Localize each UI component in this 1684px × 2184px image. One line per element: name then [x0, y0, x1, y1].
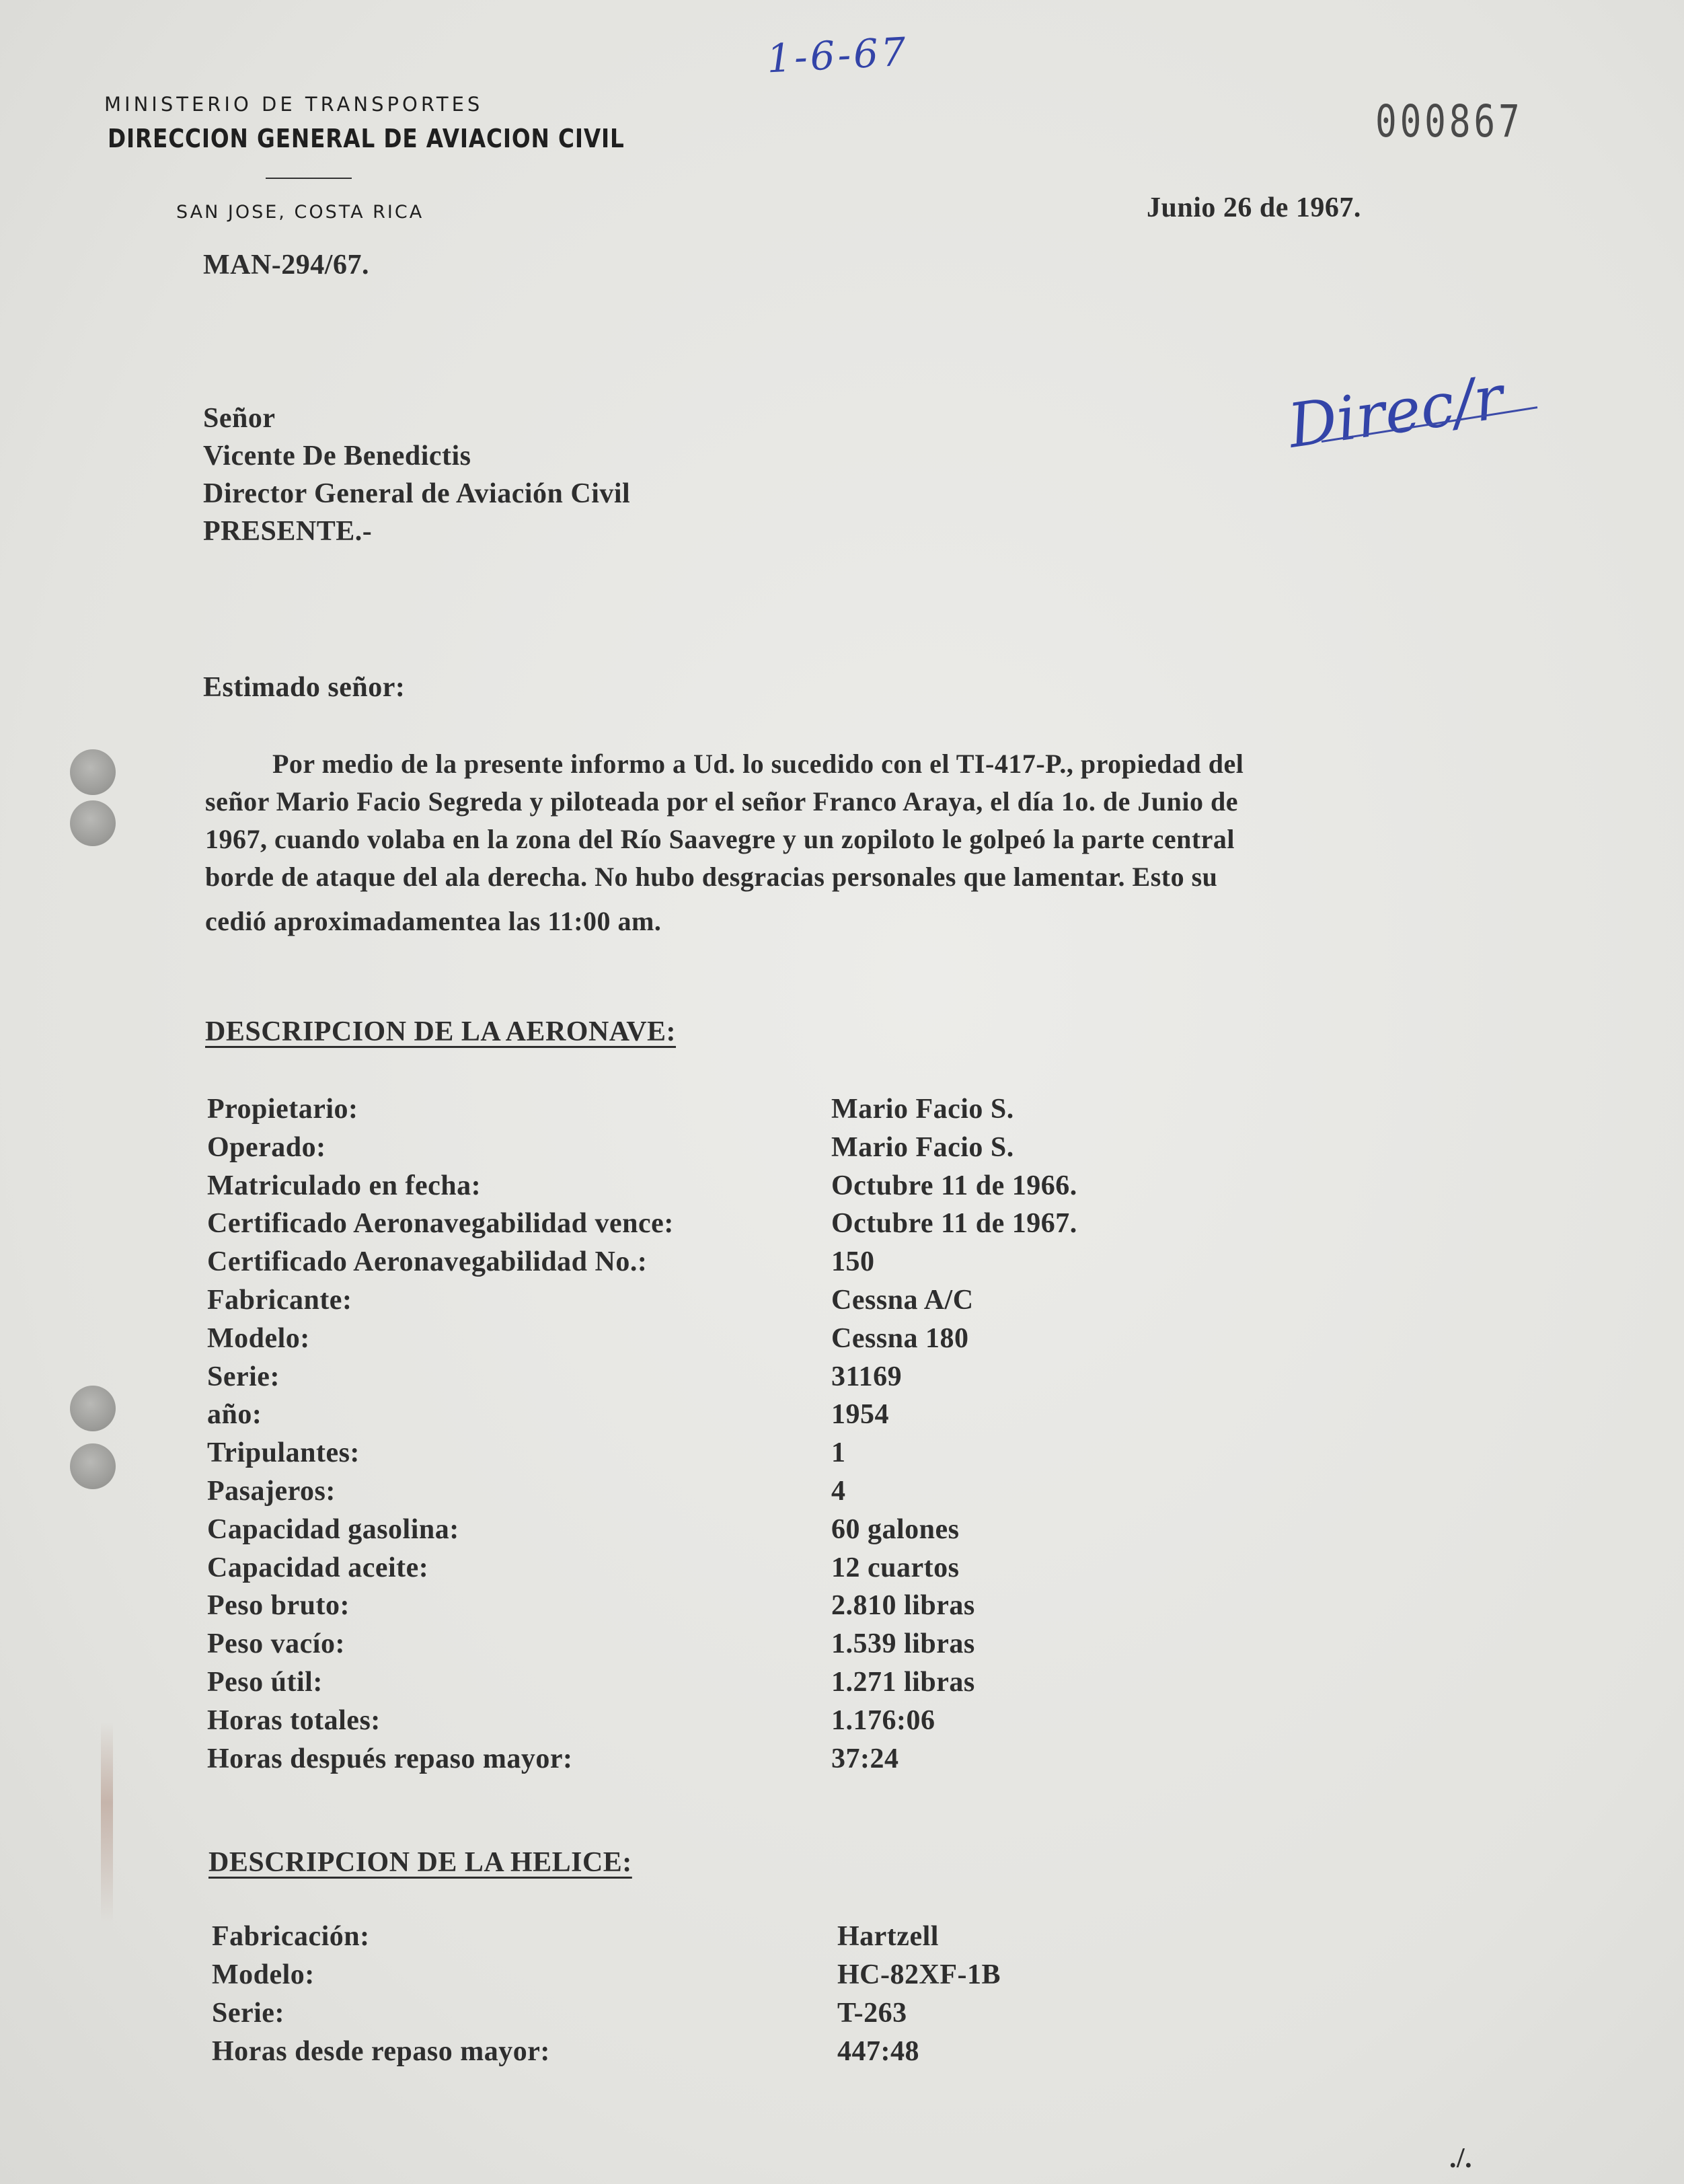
detail-label: Horas desde repaso mayor:	[212, 2036, 550, 2067]
detail-label: Certificado Aeronavegabilidad vence:	[207, 1208, 674, 1240]
continuation-mark: ./.	[1449, 2143, 1473, 2174]
detail-value: 2.810 libras	[831, 1590, 975, 1622]
body-line: 1967, cuando volaba en la zona del Río Saavegre y un zopiloto le golpeó la parte central	[205, 824, 1235, 854]
detail-label: Capacidad aceite:	[207, 1552, 429, 1583]
body-line: Por medio de la presente informo a Ud. lo sucedido con el TI-417-P., propiedad del	[272, 749, 1244, 779]
body-line: borde de ataque del ala derecha. No hubo desgracias personales que lamentar. Esto su	[205, 862, 1218, 892]
detail-value: Cessna 180	[831, 1322, 969, 1354]
letterhead-ministry: MINISTERIO DE TRANSPORTES	[104, 93, 484, 116]
detail-label: Capacidad gasolina:	[207, 1513, 459, 1545]
detail-label: Fabricante:	[207, 1285, 352, 1316]
detail-label: Fabricación:	[212, 1921, 370, 1952]
stamp-number: 000867	[1375, 96, 1523, 147]
recipient-title: Señor	[203, 403, 276, 434]
detail-label: Tripulantes:	[207, 1437, 360, 1469]
detail-value: T-263	[837, 1998, 907, 2029]
detail-value: HC-82XF-1B	[837, 1959, 1001, 1990]
detail-value: 31169	[831, 1361, 903, 1392]
handwritten-note: Direc/r	[1284, 362, 1508, 462]
detail-value: 1	[831, 1437, 846, 1469]
punch-hole	[70, 1386, 116, 1431]
recipient-position: Director General de Aviación Civil	[203, 478, 631, 509]
detail-label: Peso bruto:	[207, 1590, 350, 1622]
detail-label: Serie:	[212, 1998, 284, 2029]
detail-value: 150	[831, 1246, 875, 1278]
detail-label: Operado:	[207, 1131, 326, 1163]
punch-hole	[70, 749, 116, 795]
detail-value: 1954	[831, 1399, 889, 1431]
detail-label: Propietario:	[207, 1094, 358, 1125]
detail-label: Peso útil:	[207, 1667, 323, 1698]
detail-label: Modelo:	[207, 1322, 310, 1354]
detail-value: 447:48	[837, 2036, 919, 2067]
detail-label: Horas después repaso mayor:	[207, 1743, 573, 1774]
detail-value: Octubre 11 de 1967.	[831, 1208, 1077, 1240]
handwritten-date: 1-6-67	[765, 28, 910, 82]
detail-label: Certificado Aeronavegabilidad No.:	[207, 1246, 648, 1278]
recipient-name: Vicente De Benedictis	[203, 441, 471, 472]
letterhead-divider	[266, 178, 352, 179]
detail-value: 60 galones	[831, 1513, 960, 1545]
propeller-section-heading: DESCRIPCION DE LA HELICE:	[208, 1847, 632, 1878]
letter-date: Junio 26 de 1967.	[1147, 192, 1361, 223]
detail-label: Horas totales:	[207, 1704, 381, 1736]
reference-number: MAN-294/67.	[203, 250, 369, 280]
aircraft-section-heading: DESCRIPCION DE LA AERONAVE:	[205, 1016, 677, 1047]
detail-value: 1.271 libras	[831, 1667, 975, 1698]
detail-value: 12 cuartos	[831, 1552, 960, 1583]
detail-value: 1.539 libras	[831, 1628, 975, 1660]
detail-label: Matriculado en fecha:	[207, 1170, 482, 1201]
detail-value: 1.176:06	[831, 1704, 935, 1736]
detail-value: Mario Facio S.	[831, 1131, 1014, 1163]
detail-label: Serie:	[207, 1361, 280, 1392]
paper-tear-mark	[101, 1722, 113, 1924]
letterhead-city: SAN JOSE, COSTA RICA	[176, 202, 424, 223]
punch-hole	[70, 1443, 116, 1489]
detail-value: 4	[831, 1476, 846, 1507]
detail-label: año:	[207, 1399, 262, 1431]
letterhead-directorate: DIRECCION GENERAL DE AVIACION CIVIL	[108, 124, 625, 153]
recipient-presente: PRESENTE.-	[203, 516, 373, 547]
detail-value: Mario Facio S.	[831, 1094, 1014, 1125]
detail-label: Peso vacío:	[207, 1628, 345, 1660]
detail-value: Octubre 11 de 1966.	[831, 1170, 1077, 1201]
body-line: cedió aproximadamentea las 11:00 am.	[205, 906, 662, 936]
greeting: Estimado señor:	[203, 672, 406, 703]
detail-label: Modelo:	[212, 1959, 315, 1990]
detail-value: 37:24	[831, 1743, 899, 1774]
detail-label: Pasajeros:	[207, 1476, 336, 1507]
detail-value: Cessna A/C	[831, 1285, 974, 1316]
body-line: señor Mario Facio Segreda y piloteada por el señor Franco Araya, el día 1o. de Junio de	[205, 786, 1239, 817]
punch-hole	[70, 800, 116, 846]
detail-value: Hartzell	[837, 1921, 939, 1952]
